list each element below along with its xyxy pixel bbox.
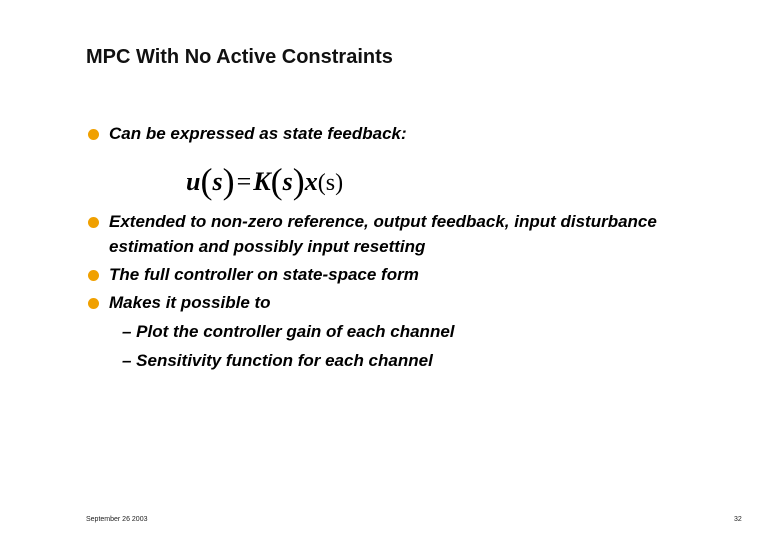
formula-paren-open: (	[200, 161, 213, 201]
formula-K: K	[253, 167, 271, 196]
bullet-dot	[88, 217, 99, 228]
bullet-makes-possible: Makes it possible to	[109, 293, 271, 312]
bullet-dot	[88, 298, 99, 309]
formula-paren-close: )	[292, 161, 305, 201]
formula-s3: (s)	[317, 170, 344, 196]
formula-s2: s	[282, 167, 293, 196]
formula-u: u	[186, 167, 201, 196]
formula-s1: s	[212, 167, 223, 196]
bullet-dot	[88, 129, 99, 140]
page-number: 32	[734, 516, 742, 523]
bullet-dot	[88, 270, 99, 281]
formula-x: x	[304, 167, 318, 196]
bullet-state-feedback: Can be expressed as state feedback:	[109, 124, 407, 143]
slide-title: MPC With No Active Constraints	[86, 46, 393, 68]
bullet-extended-cont: estimation and possibly input resetting	[109, 237, 426, 256]
bullet-full-controller: The full controller on state-space form	[109, 265, 419, 284]
subbullet-sensitivity: – Sensitivity function for each channel	[122, 351, 433, 370]
state-feedback-formula	[186, 160, 343, 202]
footer-date: September 26 2003	[86, 516, 148, 523]
formula-paren-open: (	[270, 161, 283, 201]
formula-paren-close: )	[222, 161, 235, 201]
subbullet-controller-gain: – Plot the controller gain of each channel	[122, 322, 455, 341]
formula-equals: =	[236, 167, 252, 196]
bullet-extended: Extended to non-zero reference, output feedback, input disturbance	[109, 212, 657, 231]
